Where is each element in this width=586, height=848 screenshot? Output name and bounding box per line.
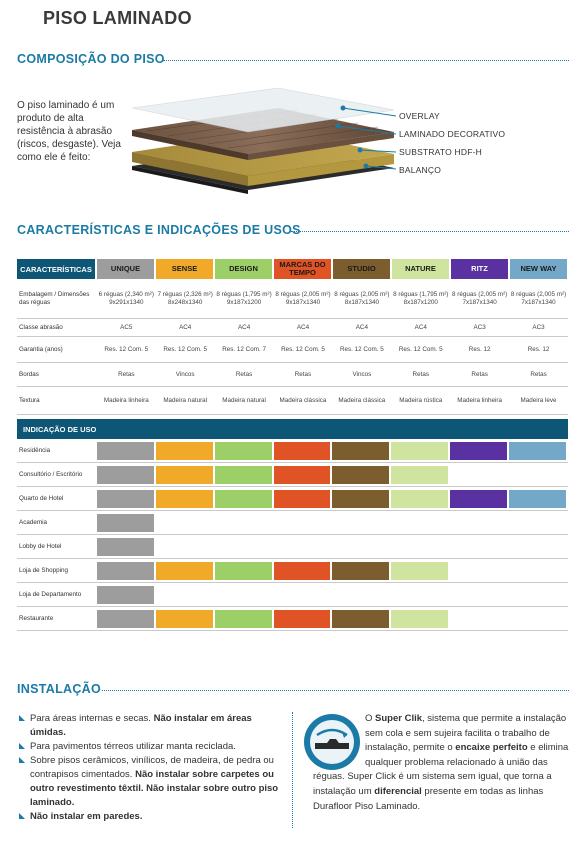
super-click-text: Super Clik bbox=[375, 713, 423, 724]
usage-indicator-off bbox=[450, 610, 507, 628]
characteristic-value: Res. 12 Com. 7 bbox=[222, 345, 266, 353]
usage-indicator-off bbox=[215, 538, 272, 556]
usage-label: Loja de Departamento bbox=[19, 591, 82, 598]
usage-indicator-on bbox=[97, 538, 154, 556]
usage-label: Lobby de Hotel bbox=[19, 543, 62, 550]
product-header-3: MARCAS DO TEMPO bbox=[274, 259, 331, 279]
table-header-label: CARACTERÍSTICAS bbox=[17, 259, 95, 279]
bullet-triangle-icon bbox=[19, 715, 25, 721]
usage-indicator-off bbox=[156, 586, 213, 604]
usage-indicator-off bbox=[332, 538, 389, 556]
usage-indicator-on bbox=[97, 442, 154, 460]
characteristic-value: AC4 bbox=[355, 323, 368, 331]
product-header-5: NATURE bbox=[392, 259, 449, 279]
characteristic-value: Madeira natural bbox=[222, 396, 266, 404]
installation-item bbox=[17, 754, 285, 810]
layer-label-balanco: BALANÇO bbox=[399, 165, 442, 175]
characteristic-label: Bordas bbox=[19, 370, 39, 378]
usage-indicator-off bbox=[156, 538, 213, 556]
characteristic-label: Textura bbox=[19, 396, 40, 404]
characteristic-value: Madeira leve bbox=[520, 396, 557, 404]
usage-header: INDICAÇÃO DE USO bbox=[17, 419, 568, 439]
usage-label: Loja de Shopping bbox=[19, 567, 69, 574]
usage-indicator-on bbox=[391, 490, 448, 508]
characteristic-value: 8 réguas (1,795 m²) 8x187x1200 bbox=[393, 290, 449, 306]
characteristics-divider bbox=[291, 231, 569, 232]
usage-indicator-off bbox=[509, 586, 566, 604]
usage-indicator-on bbox=[391, 610, 448, 628]
usage-indicator-on bbox=[332, 562, 389, 580]
characteristic-value: Res. 12 Com. 5 bbox=[163, 345, 208, 353]
usage-indicator-on bbox=[509, 490, 566, 508]
usage-indicator-on bbox=[215, 466, 272, 484]
usage-indicator-on bbox=[509, 442, 566, 460]
installation-item bbox=[17, 740, 285, 754]
characteristic-row bbox=[17, 319, 568, 337]
usage-indicator-on bbox=[391, 466, 448, 484]
usage-indicator-on bbox=[156, 490, 213, 508]
product-header-6: RITZ bbox=[451, 259, 508, 279]
usage-indicator-on bbox=[274, 490, 331, 508]
usage-indicator-on bbox=[450, 490, 507, 508]
characteristic-value: Madeira linheira bbox=[103, 396, 149, 404]
product-header-0: UNIQUE bbox=[97, 259, 154, 279]
usage-row bbox=[17, 463, 568, 487]
characteristic-row bbox=[17, 279, 568, 319]
installation-text: Não instalar sobre carpetes ou outro revestimento têxtil. bbox=[30, 769, 274, 794]
composition-divider bbox=[163, 60, 569, 61]
installation-item bbox=[17, 712, 285, 740]
usage-row bbox=[17, 439, 568, 463]
usage-indicator-off bbox=[332, 514, 389, 532]
installation-text: Para pavimentos térreos utilizar manta reciclada. bbox=[30, 741, 236, 752]
installation-vertical-divider bbox=[292, 712, 293, 828]
super-click-text: O bbox=[365, 713, 376, 724]
characteristic-value: 8 réguas (2,005 m²) 9x187x1340 bbox=[275, 290, 331, 306]
usage-label: Quarto de Hotel bbox=[19, 495, 64, 502]
characteristic-value: AC4 bbox=[296, 323, 310, 331]
bullet-triangle-icon bbox=[19, 743, 25, 749]
characteristic-value: 8 réguas (2,005 m²) 7x187x1340 bbox=[451, 290, 508, 306]
usage-label: Residência bbox=[19, 447, 51, 454]
installation-text: Sobre pisos cerâmicos, vinílicos, de madeira, de pedra ou contrapisos cimentados. bbox=[30, 755, 274, 780]
super-click-description bbox=[313, 712, 575, 814]
characteristics-rows bbox=[17, 279, 568, 415]
composition-heading: COMPOSIÇÃO DO PISO bbox=[17, 52, 165, 66]
characteristics-heading: CARACTERÍSTICAS E INDICAÇÕES DE USOS bbox=[17, 223, 301, 237]
usage-indicator-off bbox=[509, 466, 566, 484]
installation-text: Não instalar em áreas úmidas. bbox=[30, 713, 252, 738]
usage-indicator-on bbox=[156, 442, 213, 460]
usage-row bbox=[17, 511, 568, 535]
characteristic-row bbox=[17, 387, 568, 415]
usage-indicator-on bbox=[274, 466, 331, 484]
characteristic-value: 8 réguas (2,005 m²) 8x187x1340 bbox=[334, 290, 390, 306]
usage-row bbox=[17, 583, 568, 607]
usage-indicator-on bbox=[215, 442, 272, 460]
bullet-triangle-icon bbox=[19, 757, 25, 763]
usage-rows bbox=[17, 439, 568, 631]
usage-indicator-on bbox=[332, 466, 389, 484]
usage-indicator-off bbox=[509, 514, 566, 532]
characteristic-value: 6 réguas (2,340 m²) 9x291x1340 bbox=[98, 290, 154, 306]
super-click-text: encaixe perfeito bbox=[455, 742, 528, 754]
characteristic-value: Retas bbox=[118, 370, 135, 378]
characteristic-value: Madeira rústica bbox=[399, 396, 443, 404]
characteristic-value: Vincos bbox=[352, 370, 372, 378]
usage-indicator-on bbox=[391, 442, 448, 460]
characteristic-value: Madeira clássica bbox=[338, 396, 386, 404]
usage-indicator-off bbox=[391, 538, 448, 556]
usage-indicator-off bbox=[509, 538, 566, 556]
usage-indicator-on bbox=[332, 442, 389, 460]
usage-indicator-on bbox=[450, 442, 507, 460]
usage-indicator-off bbox=[450, 562, 507, 580]
usage-indicator-on bbox=[156, 466, 213, 484]
bullet-triangle-icon bbox=[19, 813, 25, 819]
characteristic-value: Res. 12 Com. 5 bbox=[339, 345, 384, 353]
characteristic-value: Retas bbox=[412, 370, 429, 378]
characteristic-value: Res. 12 Com. 5 bbox=[104, 345, 149, 353]
usage-indicator-off bbox=[274, 538, 331, 556]
characteristic-label: Classe abrasão bbox=[19, 323, 63, 331]
usage-indicator-off bbox=[274, 586, 331, 604]
installation-item bbox=[17, 810, 285, 824]
usage-indicator-on bbox=[97, 466, 154, 484]
usage-indicator-on bbox=[97, 610, 154, 628]
characteristic-value: AC3 bbox=[473, 323, 486, 331]
characteristic-value: AC4 bbox=[414, 323, 427, 331]
super-click-text: presente em todas as linhas Durafloor Piso Laminado. bbox=[313, 785, 544, 812]
super-click-text: , sistema que permite a instalação sem cola e sem sujeira facilita o trabalho de instalação, permite o bbox=[365, 713, 567, 754]
usage-indicator-off bbox=[391, 586, 448, 604]
usage-indicator-off bbox=[391, 514, 448, 532]
usage-row bbox=[17, 607, 568, 631]
characteristic-value: Vincos bbox=[175, 370, 195, 378]
usage-indicator-on bbox=[215, 610, 272, 628]
characteristic-value: Retas bbox=[471, 370, 488, 378]
characteristic-label: Embalagem / Dimensões das réguas bbox=[19, 290, 90, 306]
product-header-4: STUDIO bbox=[333, 259, 390, 279]
characteristic-value: AC4 bbox=[179, 323, 192, 331]
usage-row bbox=[17, 559, 568, 583]
characteristic-value: Res. 12 Com. 5 bbox=[281, 345, 325, 353]
installation-heading: INSTALAÇÃO bbox=[17, 682, 102, 696]
usage-indicator-off bbox=[156, 514, 213, 532]
usage-indicator-off bbox=[509, 562, 566, 580]
usage-indicator-on bbox=[391, 562, 448, 580]
characteristic-value: 7 réguas (2,326 m²) 8x248x1340 bbox=[157, 290, 213, 306]
usage-indicator-on bbox=[274, 562, 331, 580]
characteristic-row bbox=[17, 363, 568, 387]
usage-indicator-off bbox=[450, 466, 507, 484]
page-title: PISO LAMINADO bbox=[43, 8, 192, 28]
characteristic-value: Madeira clássica bbox=[279, 396, 327, 404]
super-click-paragraph bbox=[313, 712, 575, 814]
super-click-text: diferencial bbox=[374, 785, 422, 797]
product-header-7: NEW WAY bbox=[510, 259, 567, 279]
characteristic-value: Retas bbox=[235, 370, 253, 378]
usage-indicator-off bbox=[450, 538, 507, 556]
usage-indicator-on bbox=[156, 562, 213, 580]
layer-label-substrato: SUBSTRATO HDF-H bbox=[399, 147, 482, 157]
usage-indicator-off bbox=[509, 610, 566, 628]
characteristic-value: Res. 12 bbox=[527, 345, 550, 353]
layer-label-laminado: LAMINADO DECORATIVO bbox=[399, 129, 506, 139]
characteristic-value: Retas bbox=[294, 370, 312, 378]
floor-layers-illustration bbox=[128, 86, 398, 196]
usage-indicator-on bbox=[97, 490, 154, 508]
usage-indicator-on bbox=[97, 562, 154, 580]
installation-list bbox=[17, 712, 285, 824]
usage-indicator-off bbox=[332, 586, 389, 604]
characteristic-value: Madeira natural bbox=[163, 396, 208, 404]
characteristic-value: 8 réguas (1,795 m²) 9x187x1200 bbox=[216, 290, 272, 306]
usage-indicator-off bbox=[274, 514, 331, 532]
usage-indicator-on bbox=[156, 610, 213, 628]
usage-indicator-on bbox=[215, 562, 272, 580]
characteristic-value: Retas bbox=[530, 370, 547, 378]
installation-text: Não instalar em paredes. bbox=[30, 811, 143, 822]
usage-indicator-on bbox=[97, 514, 154, 532]
usage-row bbox=[17, 487, 568, 511]
characteristic-value: 8 réguas (2,005 m²) 7x187x1340 bbox=[510, 290, 567, 306]
usage-label: Restaurante bbox=[19, 615, 54, 622]
installation-text: Não instalar sobre outro piso laminado. bbox=[30, 783, 279, 808]
characteristic-row bbox=[17, 337, 568, 363]
usage-indicator-on bbox=[332, 490, 389, 508]
table-header-row bbox=[17, 259, 568, 279]
layer-label-overlay: OVERLAY bbox=[399, 111, 440, 121]
product-header-1: SENSE bbox=[156, 259, 213, 279]
usage-label: Consultório / Escritório bbox=[19, 471, 83, 478]
installation-text: Para áreas internas e secas. bbox=[30, 713, 154, 724]
product-header-2: DESIGN bbox=[215, 259, 272, 279]
usage-indicator-on bbox=[274, 442, 331, 460]
usage-indicator-off bbox=[215, 586, 272, 604]
usage-indicator-on bbox=[274, 610, 331, 628]
characteristics-table bbox=[17, 259, 568, 631]
usage-indicator-off bbox=[215, 514, 272, 532]
usage-indicator-off bbox=[450, 586, 507, 604]
usage-indicator-on bbox=[215, 490, 272, 508]
characteristic-value: AC3 bbox=[532, 323, 545, 331]
installation-divider bbox=[102, 690, 569, 691]
characteristic-value: AC4 bbox=[237, 323, 251, 331]
characteristic-label: Garantia (anos) bbox=[19, 345, 63, 353]
characteristic-value: Res. 12 bbox=[468, 345, 491, 353]
characteristic-value: Res. 12 Com. 5 bbox=[398, 345, 443, 353]
characteristic-value: Madeira linheira bbox=[457, 396, 503, 404]
usage-indicator-on bbox=[332, 610, 389, 628]
characteristic-value: AC5 bbox=[120, 323, 133, 331]
usage-indicator-off bbox=[450, 514, 507, 532]
usage-indicator-on bbox=[97, 586, 154, 604]
super-click-text: e elimina qualquer problema relacionado à união das réguas. Super Click é um sistema sem igual, que torna a instalação um bbox=[313, 742, 569, 797]
usage-row bbox=[17, 535, 568, 559]
usage-label: Academia bbox=[19, 519, 48, 526]
composition-text: O piso laminado é um produto de alta resistência à abrasão (riscos, desgaste). Veja como ele é feito: bbox=[17, 100, 121, 163]
